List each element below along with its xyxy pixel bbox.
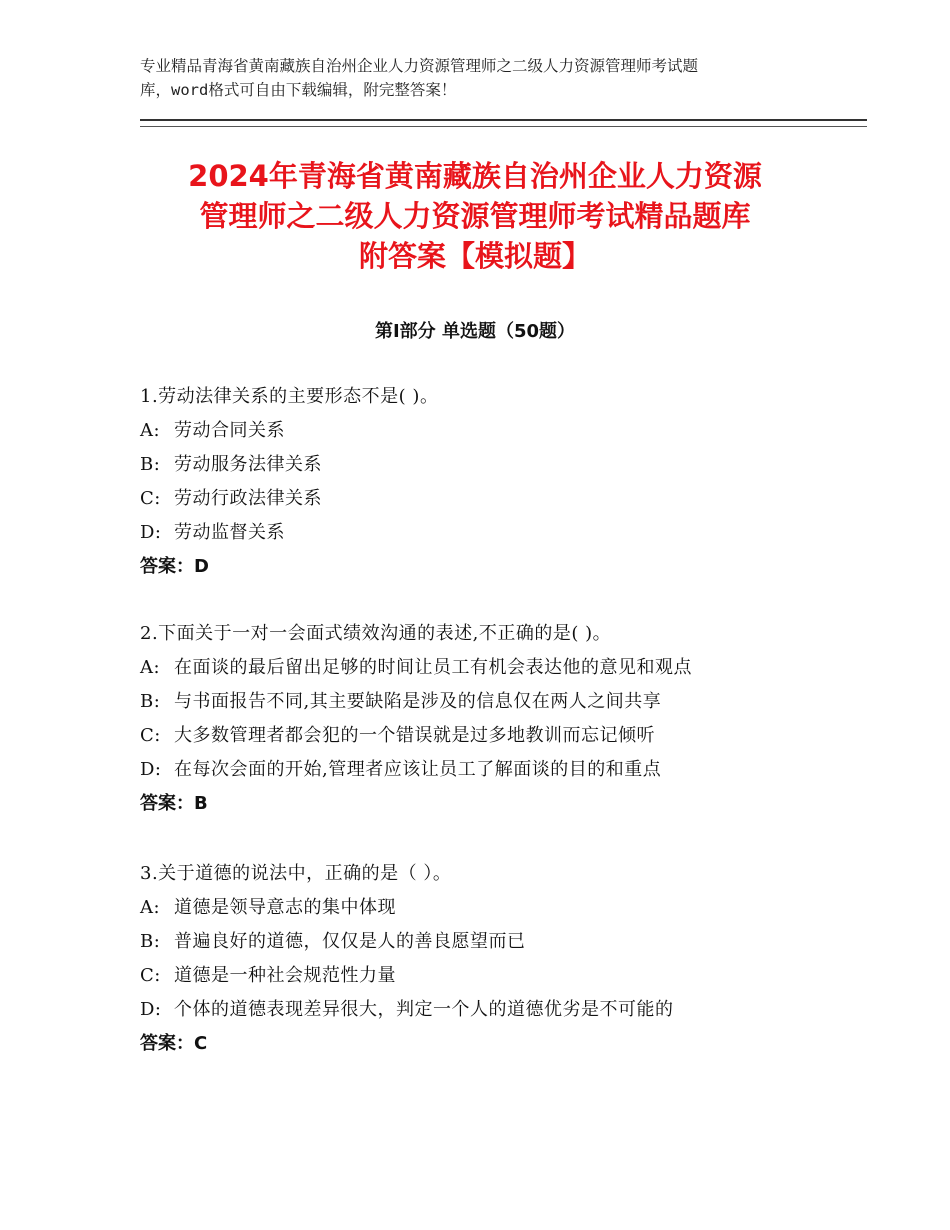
question-1 [140,380,900,584]
option-letter: C: [140,725,161,746]
question-stem: 1.劳动法律关系的主要形态不是( )。 [140,386,439,407]
option-text: 在面谈的最后留出足够的时间让员工有机会表达他的意见和观点 [174,657,692,678]
document-title [120,156,830,276]
option-d [140,993,900,1027]
option-letter: C: [140,965,161,986]
option-b [140,925,900,959]
option-letter: B: [140,691,161,712]
option-text: 劳动行政法律关系 [174,488,322,509]
title-line-2: 管理师之二级人力资源管理师考试精品题库 [199,199,751,233]
answer-label: 答案：C [140,1033,208,1054]
title-line-3: 附答案【模拟题】 [358,239,591,273]
option-text: 劳动监督关系 [174,522,285,543]
option-letter: D: [140,522,162,543]
option-letter: B: [140,931,161,952]
header-divider-thick [140,119,867,121]
option-text: 在每次会面的开始,管理者应该让员工了解面谈的目的和重点 [174,759,662,780]
option-letter: A: [140,420,161,441]
option-letter: B: [140,454,161,475]
option-c [140,959,900,993]
question-3 [140,857,900,1061]
option-a [140,414,900,448]
option-a [140,891,900,925]
title-line-1: 2024年青海省黄南藏族自治州企业人力资源 [188,159,762,193]
option-letter: D: [140,999,162,1020]
option-text: 劳动合同关系 [174,420,285,441]
header-line-2: 库，word格式可自由下载编辑，附完整答案！ [140,81,457,99]
option-letter: A: [140,657,161,678]
option-c [140,482,900,516]
question-stem: 2.下面关于一对一会面式绩效沟通的表述,不正确的是( )。 [140,623,612,644]
header-line-1: 专业精品青海省黄南藏族自治州企业人力资源管理师之二级人力资源管理师考试题 [140,57,699,75]
option-text: 道德是领导意志的集中体现 [174,897,396,918]
section-heading: 第Ⅰ部分 单选题（50题） [374,321,575,342]
option-a [140,651,900,685]
question-stem: 3.关于道德的说法中，正确的是（ ）。 [140,863,452,884]
question-2 [140,617,900,821]
option-b [140,448,900,482]
option-text: 个体的道德表现差异很大，判定一个人的道德优劣是不可能的 [174,999,674,1020]
option-letter: D: [140,759,162,780]
header-divider-thin [140,126,867,127]
answer-label: 答案：B [140,793,208,814]
option-text: 普遍良好的道德，仅仅是人的善良愿望而已 [174,931,526,952]
option-text: 道德是一种社会规范性力量 [174,965,396,986]
option-b [140,685,900,719]
option-d [140,753,900,787]
option-text: 大多数管理者都会犯的一个错误就是过多地教训而忘记倾听 [174,725,655,746]
option-d [140,516,900,550]
option-letter: A: [140,897,161,918]
option-letter: C: [140,488,161,509]
option-c [140,719,900,753]
option-text: 劳动服务法律关系 [174,454,322,475]
answer-label: 答案：D [140,556,209,577]
document-header [140,54,820,102]
option-text: 与书面报告不同,其主要缺陷是涉及的信息仅在两人之间共享 [174,691,662,712]
